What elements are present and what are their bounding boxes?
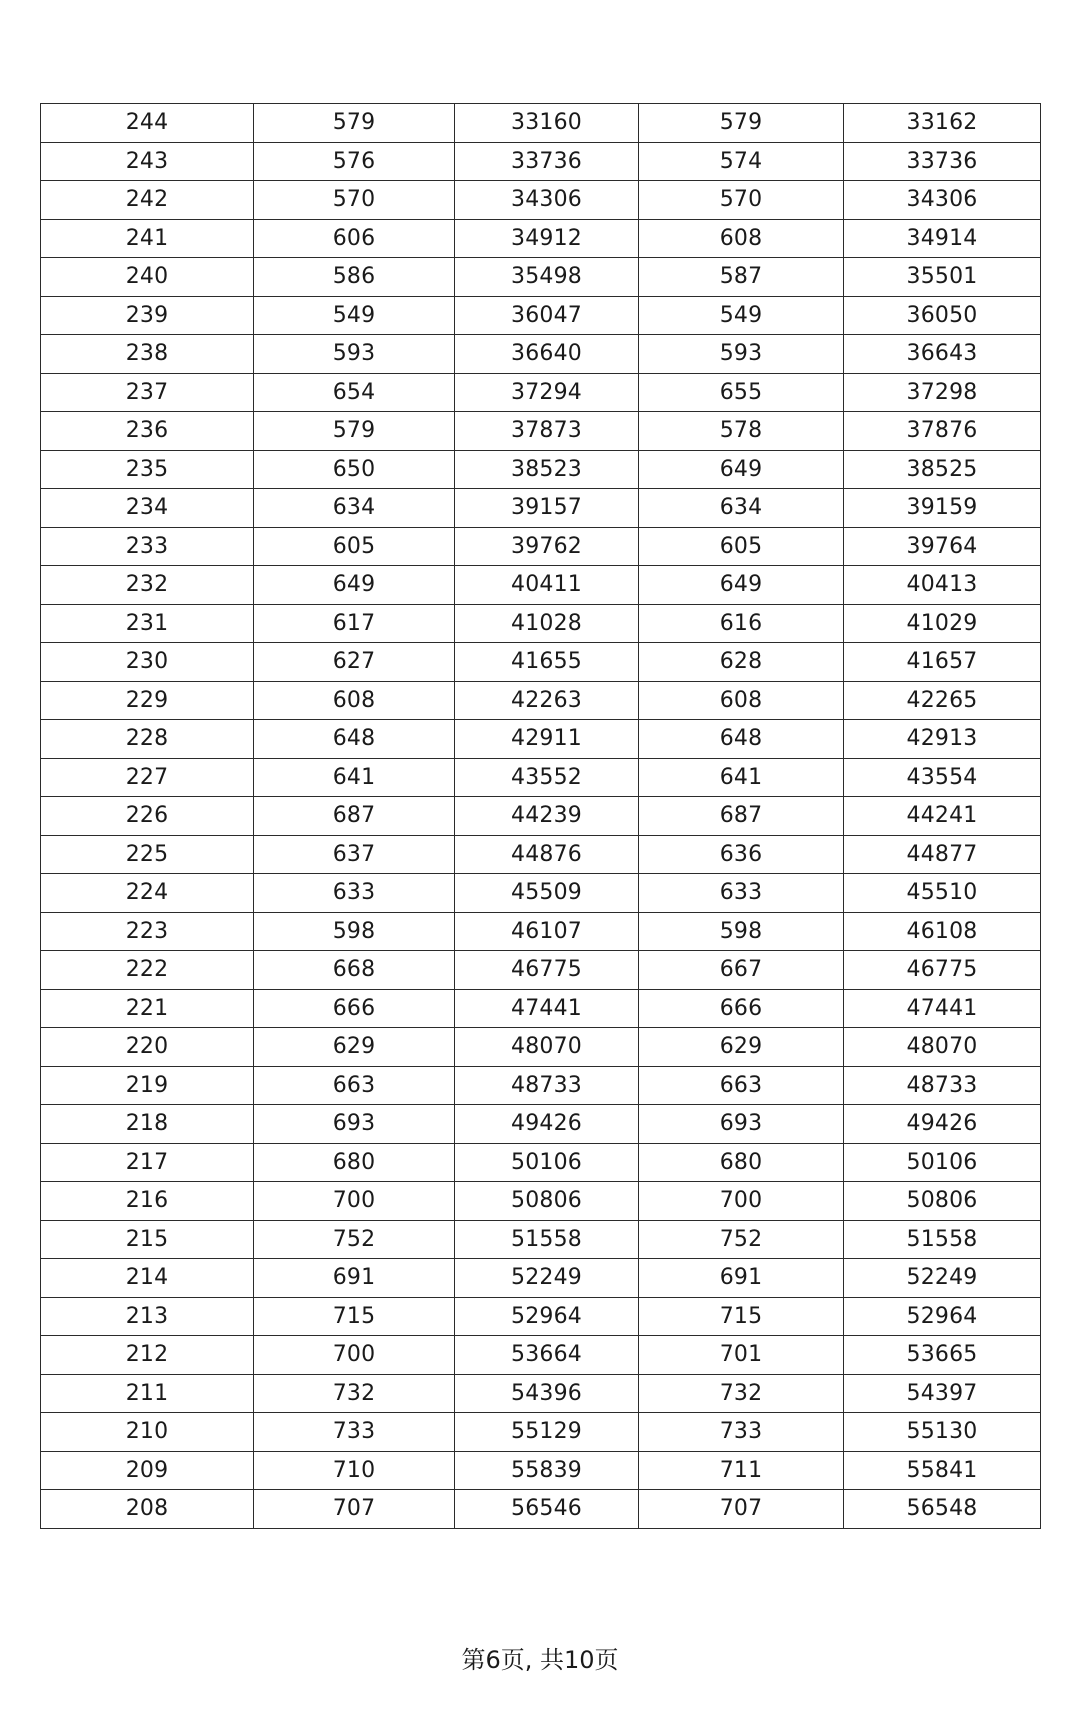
cumulative-cell-1: 39762 — [455, 527, 639, 566]
count-cell-2: 707 — [639, 1490, 844, 1529]
count-cell-1: 634 — [254, 489, 455, 528]
score-cell: 211 — [41, 1374, 254, 1413]
table-row — [41, 412, 1041, 451]
cumulative-cell-2: 46775 — [844, 951, 1041, 990]
cumulative-cell-2: 41657 — [844, 643, 1041, 682]
cumulative-cell-1: 44876 — [455, 835, 639, 874]
count-cell-2: 616 — [639, 604, 844, 643]
cumulative-cell-2: 34306 — [844, 181, 1041, 220]
cumulative-cell-2: 33736 — [844, 142, 1041, 181]
cumulative-cell-1: 50106 — [455, 1143, 639, 1182]
table-row — [41, 951, 1041, 990]
cumulative-cell-1: 50806 — [455, 1182, 639, 1221]
count-cell-2: 752 — [639, 1220, 844, 1259]
cumulative-cell-2: 44877 — [844, 835, 1041, 874]
cumulative-cell-1: 46107 — [455, 912, 639, 951]
cumulative-cell-1: 47441 — [455, 989, 639, 1028]
cumulative-cell-2: 51558 — [844, 1220, 1041, 1259]
cumulative-cell-1: 43552 — [455, 758, 639, 797]
table-row — [41, 1490, 1041, 1529]
count-cell-1: 579 — [254, 412, 455, 451]
score-cell: 244 — [41, 104, 254, 143]
cumulative-cell-2: 43554 — [844, 758, 1041, 797]
count-cell-2: 570 — [639, 181, 844, 220]
cumulative-cell-1: 41028 — [455, 604, 639, 643]
count-cell-1: 648 — [254, 720, 455, 759]
page-number: 第6页, 共10页 — [461, 1646, 619, 1674]
cumulative-cell-1: 51558 — [455, 1220, 639, 1259]
cumulative-cell-2: 48733 — [844, 1066, 1041, 1105]
cumulative-cell-1: 44239 — [455, 797, 639, 836]
cumulative-cell-1: 42911 — [455, 720, 639, 759]
count-cell-2: 605 — [639, 527, 844, 566]
count-cell-1: 650 — [254, 450, 455, 489]
table-row — [41, 912, 1041, 951]
score-cell: 240 — [41, 258, 254, 297]
score-cell: 238 — [41, 335, 254, 374]
table-row — [41, 450, 1041, 489]
score-cell: 239 — [41, 296, 254, 335]
count-cell-2: 655 — [639, 373, 844, 412]
table-row — [41, 527, 1041, 566]
table-row — [41, 1259, 1041, 1298]
cumulative-cell-2: 46108 — [844, 912, 1041, 951]
count-cell-2: 633 — [639, 874, 844, 913]
score-cell: 229 — [41, 681, 254, 720]
score-cell: 224 — [41, 874, 254, 913]
count-cell-2: 598 — [639, 912, 844, 951]
cumulative-cell-1: 34306 — [455, 181, 639, 220]
score-cell: 212 — [41, 1336, 254, 1375]
cumulative-cell-2: 38525 — [844, 450, 1041, 489]
count-cell-1: 654 — [254, 373, 455, 412]
score-cell: 221 — [41, 989, 254, 1028]
cumulative-cell-1: 54396 — [455, 1374, 639, 1413]
count-cell-2: 732 — [639, 1374, 844, 1413]
table-row — [41, 296, 1041, 335]
count-cell-2: 629 — [639, 1028, 844, 1067]
count-cell-1: 586 — [254, 258, 455, 297]
cumulative-cell-1: 37294 — [455, 373, 639, 412]
cumulative-cell-2: 52964 — [844, 1297, 1041, 1336]
cumulative-cell-1: 39157 — [455, 489, 639, 528]
table-row — [41, 1143, 1041, 1182]
table-row — [41, 1220, 1041, 1259]
count-cell-1: 752 — [254, 1220, 455, 1259]
count-cell-1: 663 — [254, 1066, 455, 1105]
table-row — [41, 1066, 1041, 1105]
table-row — [41, 874, 1041, 913]
score-cell: 228 — [41, 720, 254, 759]
score-cell: 226 — [41, 797, 254, 836]
table-row — [41, 604, 1041, 643]
cumulative-cell-1: 42263 — [455, 681, 639, 720]
cumulative-cell-2: 44241 — [844, 797, 1041, 836]
count-cell-1: 570 — [254, 181, 455, 220]
cumulative-cell-2: 37876 — [844, 412, 1041, 451]
table-row — [41, 566, 1041, 605]
cumulative-cell-2: 47441 — [844, 989, 1041, 1028]
score-cell: 209 — [41, 1451, 254, 1490]
score-cell: 235 — [41, 450, 254, 489]
table-body — [41, 104, 1041, 1529]
score-cell: 243 — [41, 142, 254, 181]
count-cell-1: 606 — [254, 219, 455, 258]
count-cell-2: 733 — [639, 1413, 844, 1452]
count-cell-2: 587 — [639, 258, 844, 297]
score-cell: 222 — [41, 951, 254, 990]
count-cell-2: 649 — [639, 450, 844, 489]
table-row — [41, 1413, 1041, 1452]
cumulative-cell-1: 53664 — [455, 1336, 639, 1375]
cumulative-cell-2: 42265 — [844, 681, 1041, 720]
count-cell-2: 628 — [639, 643, 844, 682]
table-row — [41, 835, 1041, 874]
cumulative-cell-2: 45510 — [844, 874, 1041, 913]
cumulative-cell-1: 55129 — [455, 1413, 639, 1452]
count-cell-1: 649 — [254, 566, 455, 605]
score-cell: 208 — [41, 1490, 254, 1529]
score-cell: 232 — [41, 566, 254, 605]
cumulative-cell-2: 39159 — [844, 489, 1041, 528]
count-cell-1: 715 — [254, 1297, 455, 1336]
count-cell-2: 687 — [639, 797, 844, 836]
count-cell-2: 648 — [639, 720, 844, 759]
count-cell-2: 663 — [639, 1066, 844, 1105]
cumulative-cell-1: 35498 — [455, 258, 639, 297]
score-cell: 241 — [41, 219, 254, 258]
score-cell: 218 — [41, 1105, 254, 1144]
count-cell-2: 700 — [639, 1182, 844, 1221]
count-cell-1: 641 — [254, 758, 455, 797]
cumulative-cell-2: 52249 — [844, 1259, 1041, 1298]
table-row — [41, 1028, 1041, 1067]
table-row — [41, 720, 1041, 759]
count-cell-2: 634 — [639, 489, 844, 528]
count-cell-2: 636 — [639, 835, 844, 874]
table-row — [41, 181, 1041, 220]
score-cell: 225 — [41, 835, 254, 874]
count-cell-2: 593 — [639, 335, 844, 374]
cumulative-cell-1: 49426 — [455, 1105, 639, 1144]
count-cell-2: 680 — [639, 1143, 844, 1182]
table-row — [41, 1297, 1041, 1336]
cumulative-cell-1: 52964 — [455, 1297, 639, 1336]
table-row — [41, 643, 1041, 682]
count-cell-2: 574 — [639, 142, 844, 181]
count-cell-1: 593 — [254, 335, 455, 374]
cumulative-cell-1: 55839 — [455, 1451, 639, 1490]
score-cell: 216 — [41, 1182, 254, 1221]
table-row — [41, 104, 1041, 143]
cumulative-cell-2: 34914 — [844, 219, 1041, 258]
table-row — [41, 1182, 1041, 1221]
count-cell-2: 578 — [639, 412, 844, 451]
cumulative-cell-1: 36640 — [455, 335, 639, 374]
count-cell-2: 608 — [639, 219, 844, 258]
table-row — [41, 219, 1041, 258]
score-cell: 236 — [41, 412, 254, 451]
count-cell-1: 666 — [254, 989, 455, 1028]
cumulative-cell-1: 38523 — [455, 450, 639, 489]
table-row — [41, 1336, 1041, 1375]
count-cell-1: 733 — [254, 1413, 455, 1452]
count-cell-1: 710 — [254, 1451, 455, 1490]
count-cell-2: 701 — [639, 1336, 844, 1375]
count-cell-1: 668 — [254, 951, 455, 990]
count-cell-2: 549 — [639, 296, 844, 335]
table-row — [41, 335, 1041, 374]
count-cell-1: 549 — [254, 296, 455, 335]
cumulative-cell-2: 39764 — [844, 527, 1041, 566]
count-cell-1: 637 — [254, 835, 455, 874]
count-cell-1: 707 — [254, 1490, 455, 1529]
score-cell: 213 — [41, 1297, 254, 1336]
count-cell-1: 598 — [254, 912, 455, 951]
score-cell: 217 — [41, 1143, 254, 1182]
cumulative-cell-2: 36643 — [844, 335, 1041, 374]
count-cell-2: 667 — [639, 951, 844, 990]
cumulative-cell-2: 54397 — [844, 1374, 1041, 1413]
count-cell-1: 629 — [254, 1028, 455, 1067]
cumulative-cell-2: 49426 — [844, 1105, 1041, 1144]
cumulative-cell-2: 55130 — [844, 1413, 1041, 1452]
count-cell-1: 605 — [254, 527, 455, 566]
score-cell: 231 — [41, 604, 254, 643]
cumulative-cell-1: 37873 — [455, 412, 639, 451]
count-cell-1: 617 — [254, 604, 455, 643]
score-cell: 215 — [41, 1220, 254, 1259]
cumulative-cell-1: 36047 — [455, 296, 639, 335]
cumulative-cell-2: 42913 — [844, 720, 1041, 759]
cumulative-cell-2: 40413 — [844, 566, 1041, 605]
count-cell-1: 732 — [254, 1374, 455, 1413]
score-cell: 227 — [41, 758, 254, 797]
table-row — [41, 258, 1041, 297]
cumulative-cell-1: 46775 — [455, 951, 639, 990]
count-cell-1: 700 — [254, 1336, 455, 1375]
score-cell: 210 — [41, 1413, 254, 1452]
count-cell-1: 691 — [254, 1259, 455, 1298]
cumulative-cell-1: 33160 — [455, 104, 639, 143]
cumulative-cell-2: 36050 — [844, 296, 1041, 335]
cumulative-cell-2: 48070 — [844, 1028, 1041, 1067]
table-row — [41, 489, 1041, 528]
count-cell-1: 579 — [254, 104, 455, 143]
count-cell-2: 649 — [639, 566, 844, 605]
count-cell-2: 579 — [639, 104, 844, 143]
count-cell-2: 641 — [639, 758, 844, 797]
count-cell-2: 711 — [639, 1451, 844, 1490]
count-cell-1: 680 — [254, 1143, 455, 1182]
cumulative-cell-1: 45509 — [455, 874, 639, 913]
cumulative-cell-1: 52249 — [455, 1259, 639, 1298]
table-row — [41, 989, 1041, 1028]
count-cell-1: 700 — [254, 1182, 455, 1221]
cumulative-cell-2: 41029 — [844, 604, 1041, 643]
table-row — [41, 797, 1041, 836]
table-row — [41, 1451, 1041, 1490]
table-row — [41, 681, 1041, 720]
count-cell-1: 627 — [254, 643, 455, 682]
cumulative-cell-1: 48733 — [455, 1066, 639, 1105]
count-cell-2: 691 — [639, 1259, 844, 1298]
count-cell-2: 715 — [639, 1297, 844, 1336]
cumulative-cell-1: 40411 — [455, 566, 639, 605]
count-cell-1: 608 — [254, 681, 455, 720]
count-cell-1: 633 — [254, 874, 455, 913]
score-cell: 242 — [41, 181, 254, 220]
cumulative-cell-2: 37298 — [844, 373, 1041, 412]
score-cell: 223 — [41, 912, 254, 951]
count-cell-1: 693 — [254, 1105, 455, 1144]
count-cell-1: 576 — [254, 142, 455, 181]
count-cell-1: 687 — [254, 797, 455, 836]
cumulative-cell-2: 53665 — [844, 1336, 1041, 1375]
table-row — [41, 758, 1041, 797]
cumulative-cell-2: 55841 — [844, 1451, 1041, 1490]
count-cell-2: 666 — [639, 989, 844, 1028]
cumulative-cell-1: 48070 — [455, 1028, 639, 1067]
score-cell: 214 — [41, 1259, 254, 1298]
cumulative-cell-1: 33736 — [455, 142, 639, 181]
cumulative-cell-2: 35501 — [844, 258, 1041, 297]
count-cell-2: 608 — [639, 681, 844, 720]
score-cell: 220 — [41, 1028, 254, 1067]
cumulative-cell-1: 41655 — [455, 643, 639, 682]
cumulative-cell-1: 56546 — [455, 1490, 639, 1529]
cumulative-cell-1: 34912 — [455, 219, 639, 258]
cumulative-cell-2: 50106 — [844, 1143, 1041, 1182]
score-cell: 219 — [41, 1066, 254, 1105]
cumulative-cell-2: 33162 — [844, 104, 1041, 143]
score-cell: 237 — [41, 373, 254, 412]
score-cell: 233 — [41, 527, 254, 566]
table-row — [41, 1374, 1041, 1413]
count-cell-2: 693 — [639, 1105, 844, 1144]
table-row — [41, 142, 1041, 181]
table-row — [41, 373, 1041, 412]
table-row — [41, 1105, 1041, 1144]
score-cell: 234 — [41, 489, 254, 528]
cumulative-cell-2: 56548 — [844, 1490, 1041, 1529]
cumulative-cell-2: 50806 — [844, 1182, 1041, 1221]
score-distribution-table — [40, 103, 1041, 1529]
score-cell: 230 — [41, 643, 254, 682]
